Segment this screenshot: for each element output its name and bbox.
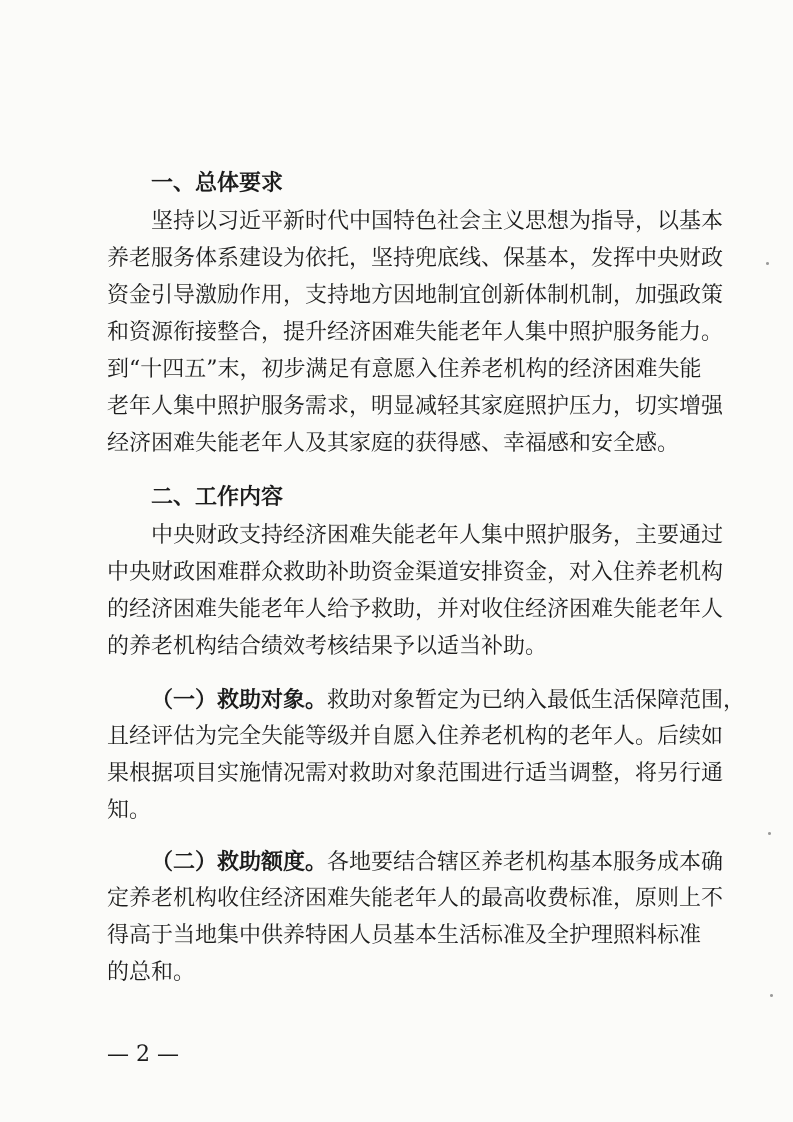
paragraph-line: 中央财政支持经济困难失能老年人集中照护服务，主要通过 [151, 523, 724, 548]
item-text: 救助对象暂定为已纳入最低生活保障范围， [327, 688, 746, 713]
paragraph-line: 经济困难失能老年人及其家庭的获得感、幸福感和安全感。 [107, 431, 680, 456]
scan-speck [766, 262, 769, 265]
paragraph-line: 坚持以习近平新时代中国特色社会主义思想为指导，以基本 [151, 209, 724, 234]
paragraph-line: 的养老机构结合绩效考核结果予以适当补助。 [107, 634, 548, 659]
item-title-assistance-target: （一）救助对象。 [151, 687, 328, 713]
paragraph-line: 得高于当地集中供养特困人员基本生活标准及全护理照料标准 [107, 923, 702, 948]
scan-speck [768, 832, 771, 835]
paragraph-line: 的经济困难失能老年人给予救助，并对收住经济困难失能老年人 [107, 597, 724, 622]
paragraph-line: 资金引导激励作用，支持地方因地制宜创新体制机制，加强政策 [107, 283, 724, 308]
paragraph-line: 和资源衔接整合，提升经济困难失能老年人集中照护服务能力。 [107, 320, 724, 345]
paragraph-line: 且经评估为完全失能等级并自愿入住养老机构的老年人。后续如 [107, 724, 724, 749]
item-first-line [151, 844, 724, 880]
item-first-line [151, 682, 746, 718]
paragraph-line: 到“十四五”末，初步满足有意愿入住养老机构的经济困难失能 [107, 357, 702, 382]
page-number: — 2 — [107, 1042, 179, 1067]
paragraph-line: 中央财政困难群众救助补助资金渠道安排资金，对入住养老机构 [107, 560, 724, 585]
paragraph-line: 定养老机构收住经济困难失能老年人的最高收费标准，原则上不 [107, 886, 724, 911]
paragraph-line: 果根据项目实施情况需对救助对象范围进行适当调整，将另行通 [107, 761, 724, 786]
paragraph-line: 老年人集中照护服务需求，明显减轻其家庭照护压力，切实增强 [107, 394, 724, 419]
section-heading-general-requirements: 一、总体要求 [151, 171, 284, 196]
item-title-assistance-amount: （二）救助额度。 [151, 849, 328, 875]
section-heading-work-content: 二、工作内容 [151, 485, 284, 510]
scan-speck [770, 994, 773, 997]
paragraph-line: 养老服务体系建设为依托，坚持兜底线、保基本，发挥中央财政 [107, 246, 724, 271]
paragraph-line: 的总和。 [107, 960, 196, 985]
item-text: 各地要结合辖区养老机构基本服务成本确 [327, 850, 724, 875]
paragraph-line: 知。 [107, 798, 152, 823]
